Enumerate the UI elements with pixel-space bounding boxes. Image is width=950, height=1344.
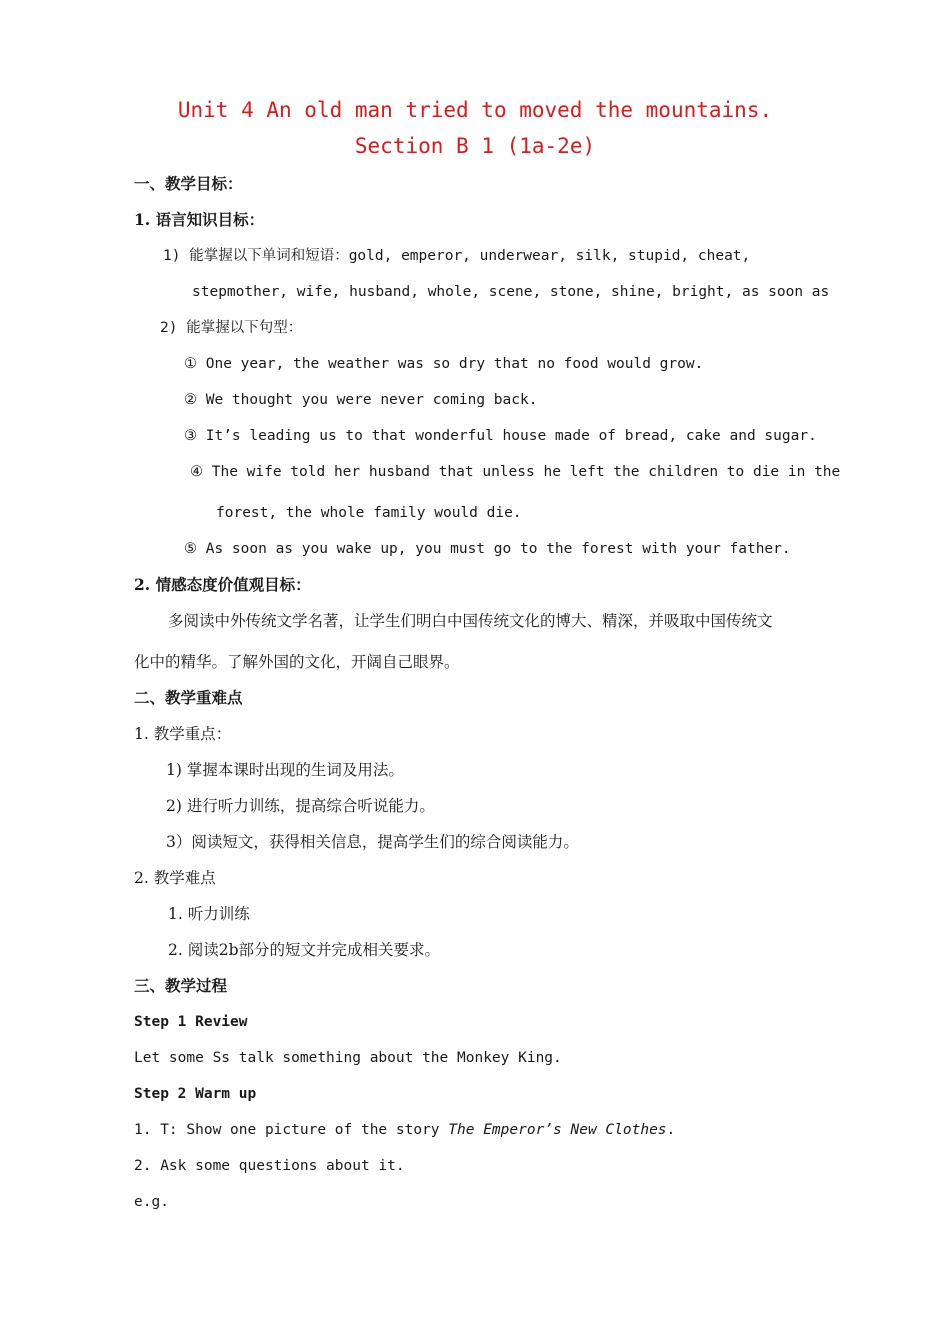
warm-up-item-1-prefix: 1. T: Show one picture of the story	[134, 1122, 449, 1138]
section-heading-goals: 一、教学目标：	[134, 174, 243, 193]
section-heading-process: 三、教学过程	[134, 976, 228, 995]
key-point-3: 3）阅读短文，获得相关信息，提高学生们的综合阅读能力。	[166, 833, 579, 851]
sentence-1: ① One year, the weather was so dry that no food would grow.	[184, 356, 704, 372]
document-title: Unit 4 An old man tried to moved the mountains.	[177, 98, 773, 122]
warm-up-item-2: 2. Ask some questions about it.	[134, 1158, 405, 1174]
sentence-2: ② We thought you were never coming back.	[184, 392, 538, 408]
subheading-language-goals: 1. 语言知识目标：	[134, 210, 265, 229]
sentence-4-line1: ④ The wife told her husband that unless he left the children to die in the	[190, 464, 841, 480]
sentence-3: ③ It’s leading us to that wonderful house made of bread, cake and sugar.	[184, 428, 817, 444]
key-point-1: 1) 掌握本课时出现的生词及用法。	[166, 761, 404, 779]
warm-up-item-1-suffix: .	[666, 1122, 676, 1138]
warm-up-item-1	[134, 1120, 675, 1140]
story-title: The Emperor’s New Clothes	[448, 1122, 667, 1138]
step-1-heading: Step 1 Review	[134, 1014, 248, 1030]
difficulty-2: 2. 阅读2b部分的短文并完成相关要求。	[168, 941, 441, 959]
attitude-paragraph-line2: 化中的精华。了解外国的文化，开阔自己眼界。	[134, 653, 460, 671]
sentence-4-line2: forest, the whole family would die.	[216, 505, 522, 521]
step-2-heading: Step 2 Warm up	[134, 1086, 257, 1102]
sentence-5: ⑤ As soon as you wake up, you must go to the forest with your father.	[184, 541, 791, 557]
document-subtitle: Section B 1 (1a-2e)	[354, 134, 596, 158]
vocab-item-line1: 1) 能掌握以下单词和短语：gold, emperor, underwear, silk, stupid, cheat,	[163, 248, 751, 264]
subheading-difficulties: 2. 教学难点	[134, 869, 216, 887]
subheading-attitude-goals: 2. 情感态度价值观目标：	[134, 575, 311, 594]
step-1-text: Let some Ss talk something about the Monkey King.	[134, 1050, 562, 1066]
sentence-patterns-label: 2) 能掌握以下句型：	[160, 320, 303, 336]
attitude-paragraph-line1: 多阅读中外传统文学名著，让学生们明白中国传统文化的博大、精深，并吸取中国传统文	[168, 612, 773, 630]
subheading-key-points: 1. 教学重点：	[134, 725, 232, 743]
example-label: e.g.	[134, 1194, 169, 1210]
section-heading-key-points: 二、教学重难点	[134, 688, 243, 707]
key-point-2: 2) 进行听力训练，提高综合听说能力。	[166, 797, 435, 815]
difficulty-1: 1. 听力训练	[168, 905, 250, 923]
vocab-item-line2: stepmother, wife, husband, whole, scene, stone, shine, bright, as soon as	[192, 284, 830, 300]
